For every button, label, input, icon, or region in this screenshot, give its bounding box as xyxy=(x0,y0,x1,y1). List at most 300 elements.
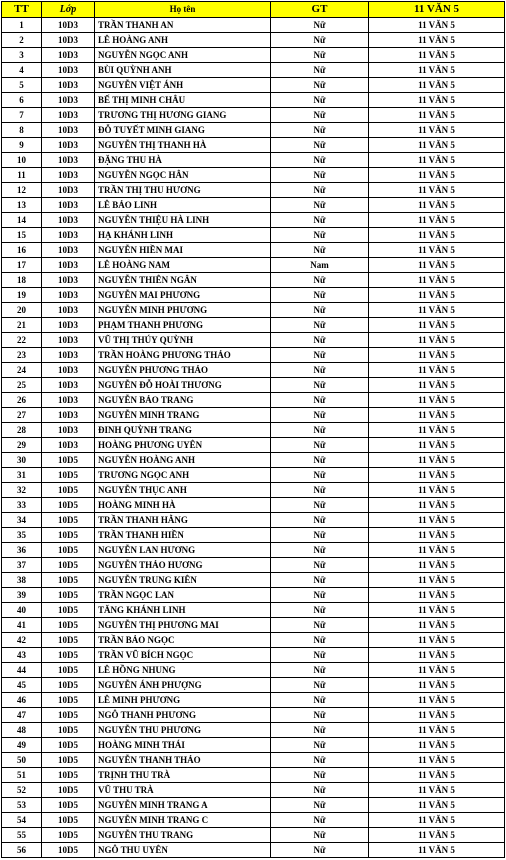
student-name: BÙI QUỲNH ANH xyxy=(95,63,271,78)
table-row xyxy=(2,273,505,288)
new-class-cell: 11 VĂN 5 xyxy=(369,798,505,813)
table-row xyxy=(2,738,505,753)
student-name: NGÔ THANH PHƯƠNG xyxy=(95,708,271,723)
row-number: 42 xyxy=(2,633,42,648)
header-tt: TT xyxy=(2,2,42,18)
student-name: LÊ HOÀNG NAM xyxy=(95,258,271,273)
gender-cell: Nữ xyxy=(271,498,369,513)
new-class-cell: 11 VĂN 5 xyxy=(369,678,505,693)
class-cell: 10D3 xyxy=(42,378,95,393)
class-cell: 10D3 xyxy=(42,393,95,408)
table-row xyxy=(2,768,505,783)
row-number: 18 xyxy=(2,273,42,288)
row-number: 46 xyxy=(2,693,42,708)
table-row xyxy=(2,153,505,168)
row-number: 9 xyxy=(2,138,42,153)
student-name: LÊ HOÀNG ANH xyxy=(95,33,271,48)
row-number: 1 xyxy=(2,18,42,33)
row-number: 17 xyxy=(2,258,42,273)
gender-cell: Nữ xyxy=(271,828,369,843)
table-row xyxy=(2,123,505,138)
student-name: HOÀNG MINH THÁI xyxy=(95,738,271,753)
class-roster-table xyxy=(1,1,505,858)
new-class-cell: 11 VĂN 5 xyxy=(369,738,505,753)
table-row xyxy=(2,213,505,228)
table-row xyxy=(2,528,505,543)
student-name: ĐẶNG THU HÀ xyxy=(95,153,271,168)
student-name: TRẦN VŨ BÍCH NGỌC xyxy=(95,648,271,663)
table-row xyxy=(2,198,505,213)
row-number: 25 xyxy=(2,378,42,393)
gender-cell: Nữ xyxy=(271,468,369,483)
row-number: 35 xyxy=(2,528,42,543)
student-name: NGUYỄN NGỌC HÂN xyxy=(95,168,271,183)
row-number: 23 xyxy=(2,348,42,363)
class-cell: 10D5 xyxy=(42,813,95,828)
gender-cell: Nữ xyxy=(271,528,369,543)
student-name: HẠ KHÁNH LINH xyxy=(95,228,271,243)
student-name: NGUYỄN BẢO TRANG xyxy=(95,393,271,408)
student-name: TRẦN THỊ THU HƯƠNG xyxy=(95,183,271,198)
class-cell: 10D3 xyxy=(42,198,95,213)
class-cell: 10D3 xyxy=(42,318,95,333)
class-cell: 10D5 xyxy=(42,768,95,783)
header-row xyxy=(2,2,505,18)
gender-cell: Nữ xyxy=(271,543,369,558)
class-cell: 10D3 xyxy=(42,63,95,78)
row-number: 10 xyxy=(2,153,42,168)
new-class-cell: 11 VĂN 5 xyxy=(369,333,505,348)
gender-cell: Nữ xyxy=(271,738,369,753)
class-cell: 10D5 xyxy=(42,648,95,663)
student-name: HOÀNG PHƯƠNG UYÊN xyxy=(95,438,271,453)
class-cell: 10D3 xyxy=(42,123,95,138)
gender-cell: Nữ xyxy=(271,453,369,468)
table-row xyxy=(2,813,505,828)
student-name: BẾ THỊ MINH CHÂU xyxy=(95,93,271,108)
table-row xyxy=(2,468,505,483)
class-cell: 10D5 xyxy=(42,543,95,558)
student-name: NGUYỄN MINH TRANG A xyxy=(95,798,271,813)
class-cell: 10D5 xyxy=(42,618,95,633)
new-class-cell: 11 VĂN 5 xyxy=(369,33,505,48)
student-name: NGUYỄN HIỀN MAI xyxy=(95,243,271,258)
student-name: NGUYỄN MAI PHƯƠNG xyxy=(95,288,271,303)
gender-cell: Nữ xyxy=(271,213,369,228)
row-number: 48 xyxy=(2,723,42,738)
table-row xyxy=(2,828,505,843)
row-number: 56 xyxy=(2,843,42,858)
student-name: NGUYỄN THỊ PHƯƠNG MAI xyxy=(95,618,271,633)
new-class-cell: 11 VĂN 5 xyxy=(369,93,505,108)
student-name: TRẦN NGỌC LAN xyxy=(95,588,271,603)
new-class-cell: 11 VĂN 5 xyxy=(369,663,505,678)
table-row xyxy=(2,798,505,813)
table-row xyxy=(2,678,505,693)
gender-cell: Nữ xyxy=(271,303,369,318)
new-class-cell: 11 VĂN 5 xyxy=(369,153,505,168)
new-class-cell: 11 VĂN 5 xyxy=(369,783,505,798)
class-cell: 10D5 xyxy=(42,498,95,513)
row-number: 33 xyxy=(2,498,42,513)
gender-cell: Nữ xyxy=(271,813,369,828)
student-name: NGUYỄN ÁNH PHƯỢNG xyxy=(95,678,271,693)
table-row xyxy=(2,243,505,258)
new-class-cell: 11 VĂN 5 xyxy=(369,168,505,183)
new-class-cell: 11 VĂN 5 xyxy=(369,498,505,513)
new-class-cell: 11 VĂN 5 xyxy=(369,318,505,333)
new-class-cell: 11 VĂN 5 xyxy=(369,48,505,63)
row-number: 40 xyxy=(2,603,42,618)
gender-cell: Nữ xyxy=(271,363,369,378)
student-name: NGUYỄN THIÊN NGÂN xyxy=(95,273,271,288)
new-class-cell: 11 VĂN 5 xyxy=(369,423,505,438)
table-row xyxy=(2,318,505,333)
row-number: 43 xyxy=(2,648,42,663)
class-cell: 10D5 xyxy=(42,738,95,753)
student-name: LÊ BẢO LINH xyxy=(95,198,271,213)
gender-cell: Nữ xyxy=(271,318,369,333)
gender-cell: Nữ xyxy=(271,138,369,153)
gender-cell: Nữ xyxy=(271,723,369,738)
gender-cell: Nữ xyxy=(271,48,369,63)
student-name: NGUYỄN TRUNG KIÊN xyxy=(95,573,271,588)
class-cell: 10D3 xyxy=(42,303,95,318)
student-name: TRẦN THANH AN xyxy=(95,18,271,33)
table-row xyxy=(2,663,505,678)
class-cell: 10D3 xyxy=(42,273,95,288)
student-name: NGUYỄN THẢO HƯƠNG xyxy=(95,558,271,573)
table-row xyxy=(2,783,505,798)
class-cell: 10D3 xyxy=(42,183,95,198)
class-cell: 10D3 xyxy=(42,333,95,348)
gender-cell: Nữ xyxy=(271,153,369,168)
table-row xyxy=(2,588,505,603)
student-name: TĂNG KHÁNH LINH xyxy=(95,603,271,618)
class-cell: 10D3 xyxy=(42,18,95,33)
gender-cell: Nữ xyxy=(271,378,369,393)
new-class-cell: 11 VĂN 5 xyxy=(369,573,505,588)
header-gender: GT xyxy=(271,2,369,18)
class-cell: 10D3 xyxy=(42,258,95,273)
gender-cell: Nam xyxy=(271,258,369,273)
table-row xyxy=(2,138,505,153)
table-row xyxy=(2,363,505,378)
row-number: 3 xyxy=(2,48,42,63)
gender-cell: Nữ xyxy=(271,693,369,708)
table-row xyxy=(2,693,505,708)
gender-cell: Nữ xyxy=(271,123,369,138)
gender-cell: Nữ xyxy=(271,198,369,213)
row-number: 49 xyxy=(2,738,42,753)
new-class-cell: 11 VĂN 5 xyxy=(369,768,505,783)
new-class-cell: 11 VĂN 5 xyxy=(369,693,505,708)
new-class-cell: 11 VĂN 5 xyxy=(369,813,505,828)
gender-cell: Nữ xyxy=(271,33,369,48)
table-row xyxy=(2,603,505,618)
new-class-cell: 11 VĂN 5 xyxy=(369,138,505,153)
table-row xyxy=(2,453,505,468)
class-cell: 10D3 xyxy=(42,93,95,108)
class-cell: 10D5 xyxy=(42,783,95,798)
new-class-cell: 11 VĂN 5 xyxy=(369,543,505,558)
class-cell: 10D3 xyxy=(42,48,95,63)
new-class-cell: 11 VĂN 5 xyxy=(369,558,505,573)
student-name: TRƯƠNG NGỌC ANH xyxy=(95,468,271,483)
table-row xyxy=(2,618,505,633)
gender-cell: Nữ xyxy=(271,78,369,93)
student-name: TRẦN THANH HIỀN xyxy=(95,528,271,543)
table-row xyxy=(2,348,505,363)
row-number: 31 xyxy=(2,468,42,483)
new-class-cell: 11 VĂN 5 xyxy=(369,513,505,528)
row-number: 2 xyxy=(2,33,42,48)
table-row xyxy=(2,288,505,303)
gender-cell: Nữ xyxy=(271,573,369,588)
class-cell: 10D5 xyxy=(42,528,95,543)
row-number: 51 xyxy=(2,768,42,783)
new-class-cell: 11 VĂN 5 xyxy=(369,258,505,273)
class-cell: 10D3 xyxy=(42,78,95,93)
class-cell: 10D5 xyxy=(42,693,95,708)
row-number: 19 xyxy=(2,288,42,303)
new-class-cell: 11 VĂN 5 xyxy=(369,123,505,138)
new-class-cell: 11 VĂN 5 xyxy=(369,588,505,603)
gender-cell: Nữ xyxy=(271,603,369,618)
new-class-cell: 11 VĂN 5 xyxy=(369,753,505,768)
table-row xyxy=(2,108,505,123)
row-number: 4 xyxy=(2,63,42,78)
class-cell: 10D5 xyxy=(42,723,95,738)
new-class-cell: 11 VĂN 5 xyxy=(369,453,505,468)
table-row xyxy=(2,393,505,408)
header-class: Lớp xyxy=(42,2,95,18)
row-number: 14 xyxy=(2,213,42,228)
class-cell: 10D5 xyxy=(42,843,95,858)
student-name: TRƯƠNG THỊ HƯƠNG GIANG xyxy=(95,108,271,123)
new-class-cell: 11 VĂN 5 xyxy=(369,78,505,93)
student-name: NGUYỄN ĐỖ HOÀI THƯƠNG xyxy=(95,378,271,393)
gender-cell: Nữ xyxy=(271,753,369,768)
gender-cell: Nữ xyxy=(271,393,369,408)
gender-cell: Nữ xyxy=(271,228,369,243)
class-cell: 10D5 xyxy=(42,678,95,693)
table-row xyxy=(2,63,505,78)
row-number: 21 xyxy=(2,318,42,333)
new-class-cell: 11 VĂN 5 xyxy=(369,648,505,663)
new-class-cell: 11 VĂN 5 xyxy=(369,528,505,543)
student-name: TRẦN HOÀNG PHƯƠNG THẢO xyxy=(95,348,271,363)
student-name: TRẦN THANH HẰNG xyxy=(95,513,271,528)
table-row xyxy=(2,648,505,663)
row-number: 39 xyxy=(2,588,42,603)
class-cell: 10D3 xyxy=(42,213,95,228)
class-cell: 10D3 xyxy=(42,108,95,123)
student-name: NGUYỄN MINH TRANG C xyxy=(95,813,271,828)
gender-cell: Nữ xyxy=(271,618,369,633)
table-row xyxy=(2,633,505,648)
student-name: HOÀNG MINH HÀ xyxy=(95,498,271,513)
table-row xyxy=(2,333,505,348)
class-cell: 10D3 xyxy=(42,288,95,303)
row-number: 20 xyxy=(2,303,42,318)
class-cell: 10D5 xyxy=(42,603,95,618)
student-name: NGUYỄN NGỌC ANH xyxy=(95,48,271,63)
class-cell: 10D5 xyxy=(42,573,95,588)
class-cell: 10D3 xyxy=(42,228,95,243)
class-cell: 10D3 xyxy=(42,348,95,363)
row-number: 53 xyxy=(2,798,42,813)
gender-cell: Nữ xyxy=(271,783,369,798)
new-class-cell: 11 VĂN 5 xyxy=(369,348,505,363)
row-number: 16 xyxy=(2,243,42,258)
gender-cell: Nữ xyxy=(271,408,369,423)
row-number: 30 xyxy=(2,453,42,468)
table-row xyxy=(2,168,505,183)
row-number: 52 xyxy=(2,783,42,798)
gender-cell: Nữ xyxy=(271,438,369,453)
row-number: 15 xyxy=(2,228,42,243)
table-row xyxy=(2,708,505,723)
table-row xyxy=(2,753,505,768)
row-number: 47 xyxy=(2,708,42,723)
table-row xyxy=(2,843,505,858)
row-number: 55 xyxy=(2,828,42,843)
table-row xyxy=(2,498,505,513)
class-cell: 10D3 xyxy=(42,153,95,168)
class-cell: 10D5 xyxy=(42,798,95,813)
student-name: ĐINH QUỲNH TRANG xyxy=(95,423,271,438)
gender-cell: Nữ xyxy=(271,348,369,363)
new-class-cell: 11 VĂN 5 xyxy=(369,183,505,198)
gender-cell: Nữ xyxy=(271,423,369,438)
new-class-cell: 11 VĂN 5 xyxy=(369,288,505,303)
row-number: 28 xyxy=(2,423,42,438)
student-name: NGUYỄN THU TRANG xyxy=(95,828,271,843)
row-number: 38 xyxy=(2,573,42,588)
gender-cell: Nữ xyxy=(271,768,369,783)
row-number: 5 xyxy=(2,78,42,93)
gender-cell: Nữ xyxy=(271,648,369,663)
class-cell: 10D3 xyxy=(42,168,95,183)
table-row xyxy=(2,513,505,528)
row-number: 24 xyxy=(2,363,42,378)
class-cell: 10D5 xyxy=(42,513,95,528)
gender-cell: Nữ xyxy=(271,798,369,813)
table-row xyxy=(2,78,505,93)
new-class-cell: 11 VĂN 5 xyxy=(369,273,505,288)
class-cell: 10D5 xyxy=(42,663,95,678)
table-row xyxy=(2,303,505,318)
gender-cell: Nữ xyxy=(271,333,369,348)
table-row xyxy=(2,423,505,438)
student-name: PHẠM THANH PHƯƠNG xyxy=(95,318,271,333)
header-new-class: 11 VĂN 5 xyxy=(369,2,505,18)
class-cell: 10D5 xyxy=(42,588,95,603)
new-class-cell: 11 VĂN 5 xyxy=(369,243,505,258)
student-name: NGUYỄN THIỆU HÀ LINH xyxy=(95,213,271,228)
student-name: ĐỖ TUYẾT MINH GIANG xyxy=(95,123,271,138)
gender-cell: Nữ xyxy=(271,678,369,693)
new-class-cell: 11 VĂN 5 xyxy=(369,228,505,243)
row-number: 34 xyxy=(2,513,42,528)
gender-cell: Nữ xyxy=(271,663,369,678)
row-number: 6 xyxy=(2,93,42,108)
class-cell: 10D5 xyxy=(42,453,95,468)
class-cell: 10D3 xyxy=(42,363,95,378)
new-class-cell: 11 VĂN 5 xyxy=(369,363,505,378)
student-name: NGUYỄN HOÀNG ANH xyxy=(95,453,271,468)
class-cell: 10D3 xyxy=(42,408,95,423)
student-name: LÊ MINH PHƯƠNG xyxy=(95,693,271,708)
new-class-cell: 11 VĂN 5 xyxy=(369,708,505,723)
table-row xyxy=(2,48,505,63)
new-class-cell: 11 VĂN 5 xyxy=(369,408,505,423)
student-name: NGUYỄN PHƯƠNG THẢO xyxy=(95,363,271,378)
gender-cell: Nữ xyxy=(271,273,369,288)
new-class-cell: 11 VĂN 5 xyxy=(369,438,505,453)
gender-cell: Nữ xyxy=(271,558,369,573)
gender-cell: Nữ xyxy=(271,63,369,78)
class-cell: 10D3 xyxy=(42,33,95,48)
new-class-cell: 11 VĂN 5 xyxy=(369,378,505,393)
row-number: 44 xyxy=(2,663,42,678)
row-number: 12 xyxy=(2,183,42,198)
row-number: 45 xyxy=(2,678,42,693)
roster-body xyxy=(2,18,505,858)
table-row xyxy=(2,408,505,423)
gender-cell: Nữ xyxy=(271,588,369,603)
table-row xyxy=(2,543,505,558)
gender-cell: Nữ xyxy=(271,633,369,648)
class-cell: 10D5 xyxy=(42,483,95,498)
class-cell: 10D5 xyxy=(42,753,95,768)
student-name: NGUYỄN THỤC ANH xyxy=(95,483,271,498)
student-name: NGÔ THU UYÊN xyxy=(95,843,271,858)
class-cell: 10D3 xyxy=(42,138,95,153)
row-number: 11 xyxy=(2,168,42,183)
table-row xyxy=(2,378,505,393)
new-class-cell: 11 VĂN 5 xyxy=(369,828,505,843)
row-number: 54 xyxy=(2,813,42,828)
new-class-cell: 11 VĂN 5 xyxy=(369,18,505,33)
new-class-cell: 11 VĂN 5 xyxy=(369,483,505,498)
new-class-cell: 11 VĂN 5 xyxy=(369,603,505,618)
table-row xyxy=(2,93,505,108)
class-cell: 10D5 xyxy=(42,828,95,843)
table-row xyxy=(2,33,505,48)
class-cell: 10D5 xyxy=(42,468,95,483)
student-name: NGUYỄN THU PHƯƠNG xyxy=(95,723,271,738)
new-class-cell: 11 VĂN 5 xyxy=(369,723,505,738)
table-row xyxy=(2,258,505,273)
new-class-cell: 11 VĂN 5 xyxy=(369,108,505,123)
gender-cell: Nữ xyxy=(271,168,369,183)
student-name: VŨ THỊ THÚY QUỲNH xyxy=(95,333,271,348)
new-class-cell: 11 VĂN 5 xyxy=(369,843,505,858)
class-cell: 10D5 xyxy=(42,708,95,723)
header-name: Họ tên xyxy=(95,2,271,18)
row-number: 8 xyxy=(2,123,42,138)
row-number: 26 xyxy=(2,393,42,408)
student-name: LÊ HỒNG NHUNG xyxy=(95,663,271,678)
student-name: TRẦN BẢO NGỌC xyxy=(95,633,271,648)
table-row xyxy=(2,438,505,453)
gender-cell: Nữ xyxy=(271,843,369,858)
row-number: 13 xyxy=(2,198,42,213)
new-class-cell: 11 VĂN 5 xyxy=(369,468,505,483)
table-row xyxy=(2,573,505,588)
